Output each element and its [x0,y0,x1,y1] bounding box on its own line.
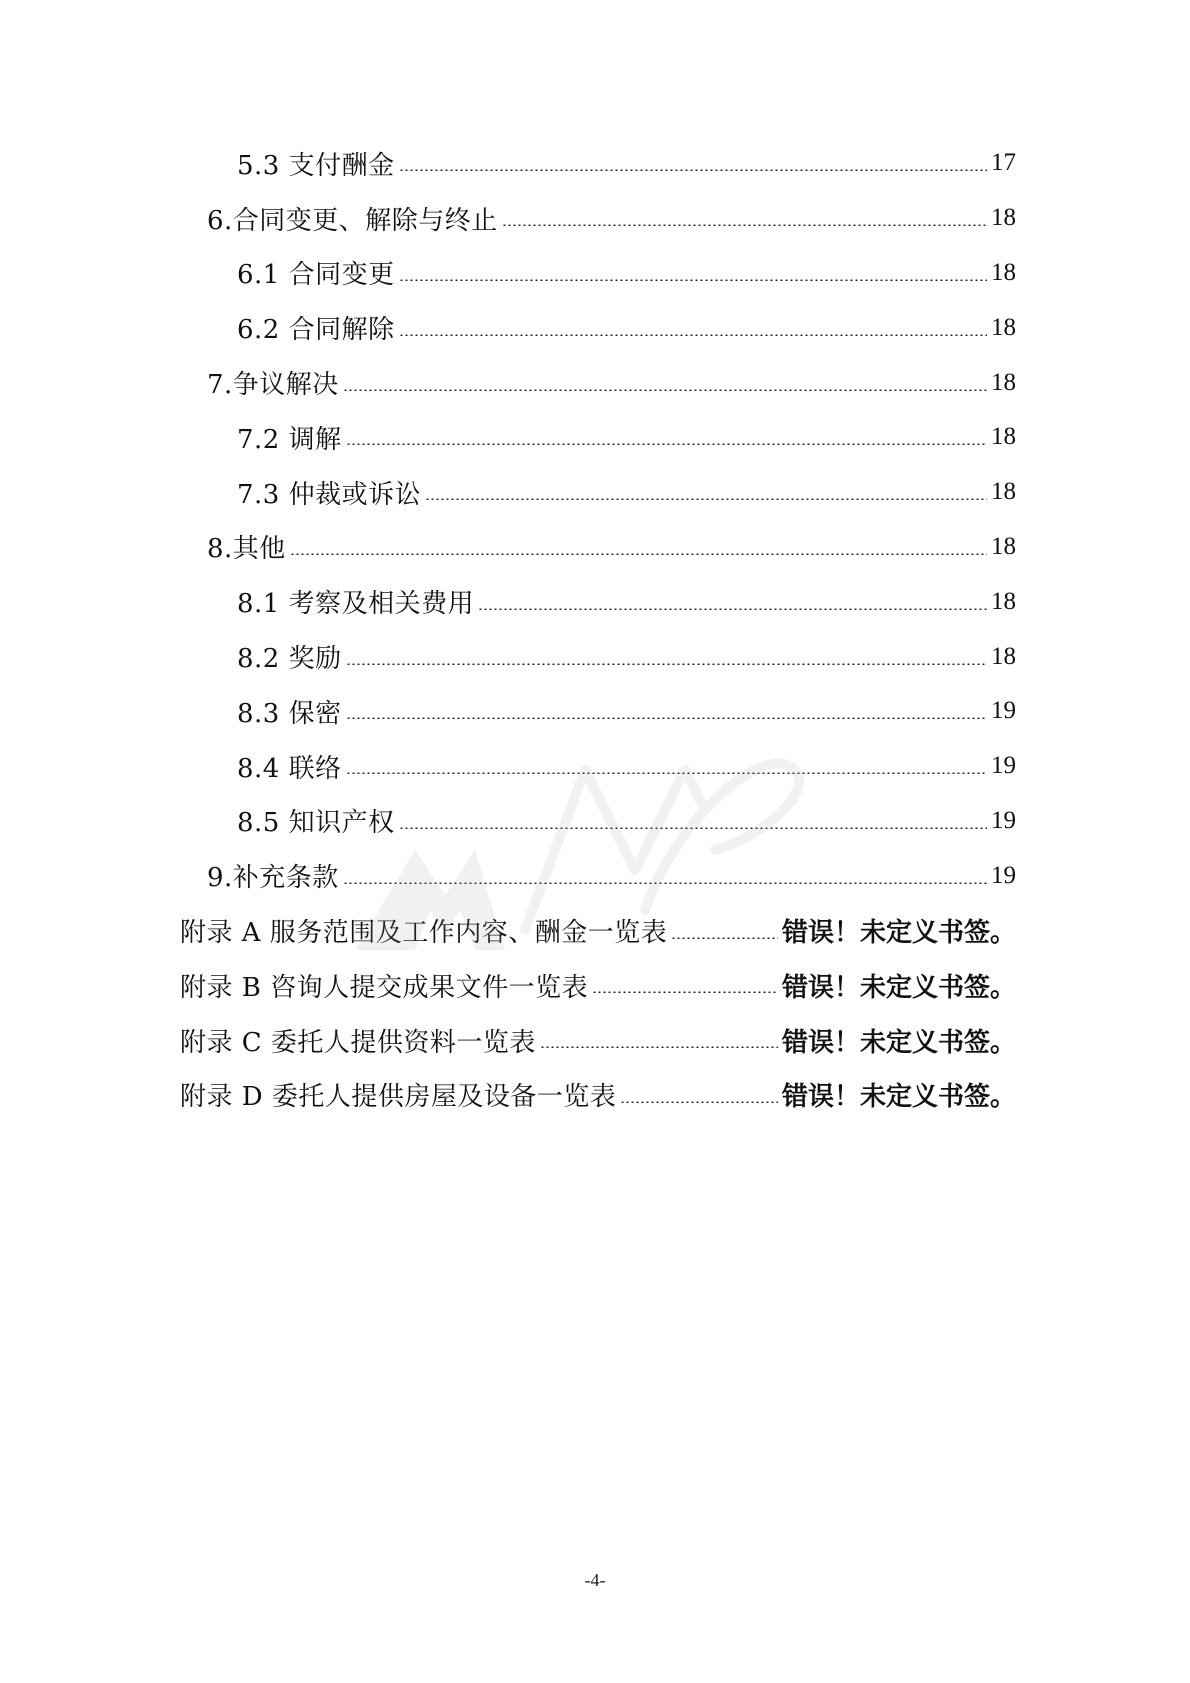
toc-entry-label: 8.5 知识产权 [237,808,395,839]
toc-entry-label: 7.3 仲裁或诉讼 [237,479,422,510]
toc-entry-label: 7.争议解决 [207,370,339,401]
toc-appendix-entry[interactable] [0,1068,1190,1123]
toc-entry-page: 18 [991,642,1016,670]
bookmark-error-text: 错误！未定义书签。 [781,1027,1016,1058]
toc-entry[interactable] [0,520,1190,575]
toc-entry[interactable] [0,246,1190,301]
toc-entry[interactable] [0,355,1190,410]
toc-entry[interactable] [0,191,1190,246]
toc-entry-label: 8.2 奖励 [237,644,342,675]
toc-entry[interactable] [0,136,1190,191]
toc-leader-dots [346,443,987,445]
toc-entry-page: 18 [991,532,1016,560]
toc-leader-dots [540,1046,778,1048]
toc-entry[interactable] [0,574,1190,629]
toc-entry-page: 19 [991,806,1016,834]
toc-entry[interactable] [0,629,1190,684]
toc-entry-label: 7.2 调解 [237,424,342,455]
toc-leader-dots [346,663,987,665]
toc-leader-dots [502,224,987,226]
toc-entry-page: 18 [991,587,1016,615]
toc-entry-label: 8.1 考察及相关费用 [237,589,475,620]
toc-entry[interactable] [0,848,1190,903]
toc-entry-label: 8.3 保密 [237,698,342,729]
toc-entry[interactable] [0,794,1190,849]
toc-entry-label: 附录 B 咨询人提交成果文件一览表 [180,972,589,1003]
page-number-footer: -4- [584,1570,606,1590]
toc-entry-page: 18 [991,478,1016,506]
toc-leader-dots [343,389,987,391]
toc-entry[interactable] [0,300,1190,355]
toc-entry-page: 18 [991,423,1016,451]
toc-leader-dots [399,334,987,336]
toc-entry-label: 6.合同变更、解除与终止 [207,205,498,236]
toc-leader-dots [343,882,987,884]
toc-entry-label: 附录 C 委托人提供资料一览表 [180,1027,536,1058]
table-of-contents [0,136,1190,1122]
toc-leader-dots [399,169,987,171]
toc-leader-dots [671,937,778,939]
toc-entry-label: 8.4 联络 [237,753,342,784]
toc-leader-dots [346,717,987,719]
toc-entry[interactable] [0,739,1190,794]
toc-leader-dots [478,608,987,610]
toc-entry-label: 6.1 合同变更 [237,260,395,291]
bookmark-error-text: 错误！未定义书签。 [781,918,1016,949]
toc-leader-dots [425,498,987,500]
toc-entry-page: 19 [991,752,1016,780]
toc-appendix-entry[interactable] [0,958,1190,1013]
toc-entry-page: 19 [991,861,1016,889]
toc-leader-dots [399,279,987,281]
toc-entry[interactable] [0,410,1190,465]
toc-entry-label: 5.3 支付酬金 [237,150,395,181]
toc-entry-page: 17 [991,149,1016,177]
toc-leader-dots [290,553,987,555]
toc-entry-page: 19 [991,697,1016,725]
toc-leader-dots [592,991,778,993]
toc-appendix-entry[interactable] [0,1013,1190,1068]
toc-entry-label: 附录 A 服务范围及工作内容、酬金一览表 [180,918,668,949]
toc-leader-dots [346,772,987,774]
toc-leader-dots [620,1101,778,1103]
toc-entry-label: 9.补充条款 [207,863,339,894]
toc-entry-label: 8.其他 [207,534,286,565]
toc-entry[interactable] [0,465,1190,520]
bookmark-error-text: 错误！未定义书签。 [781,972,1016,1003]
toc-entry-page: 18 [991,204,1016,232]
toc-entry-page: 18 [991,258,1016,286]
toc-leader-dots [399,827,987,829]
toc-entry-page: 18 [991,368,1016,396]
toc-entry-label: 附录 D 委托人提供房屋及设备一览表 [180,1082,617,1113]
toc-entry-page: 18 [991,313,1016,341]
toc-appendix-entry[interactable] [0,903,1190,958]
toc-entry[interactable] [0,684,1190,739]
toc-entry-label: 6.2 合同解除 [237,315,395,346]
bookmark-error-text: 错误！未定义书签。 [781,1082,1016,1113]
